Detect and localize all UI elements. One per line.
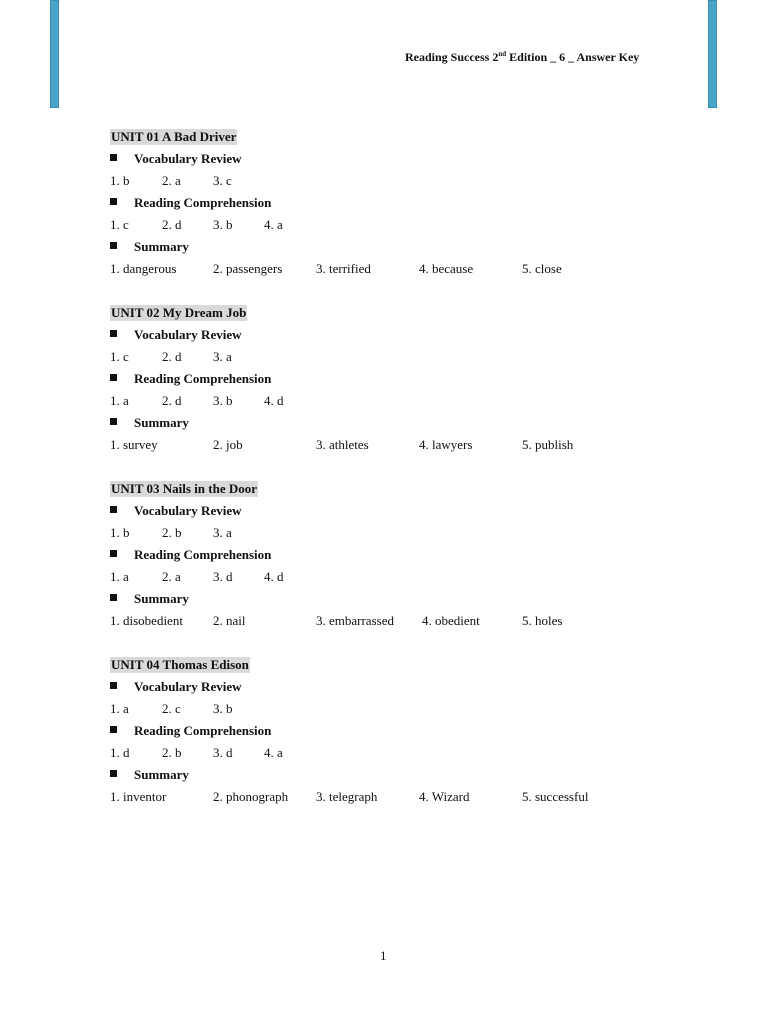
unit-block [110,128,670,282]
answer-item: 2. a [162,569,181,584]
answer-item: 2. b [162,525,182,540]
answers-row [110,700,670,722]
answers-row [110,172,670,194]
answer-item: 4. because [419,261,474,276]
section-heading: Summary [110,414,670,436]
page-header [405,50,639,65]
answer-item: 3. telegraph [316,789,378,804]
answer-item: 4. Wizard [419,789,470,804]
answer-item: 2. nail [213,613,246,628]
answer-item: 1. a [110,569,129,584]
answer-item: 3. athletes [316,437,369,452]
square-bullet-icon [110,682,117,689]
answer-item: 4. a [264,745,283,760]
unit-title: UNIT 03 Nails in the Door [111,481,258,496]
section-heading: Summary [110,590,670,612]
answer-item: 5. close [522,261,562,276]
section-heading: Summary [110,766,670,788]
answer-item: 1. disobedient [110,613,183,628]
answer-item: 1. c [110,349,129,364]
answer-item: 3. a [213,525,232,540]
section-heading: Vocabulary Review [110,502,670,524]
section-heading: Reading Comprehension [110,194,670,216]
answer-item: 4. obedient [422,613,480,628]
square-bullet-icon [110,418,117,425]
section-heading: Vocabulary Review [110,150,670,172]
section-heading: Reading Comprehension [110,370,670,392]
unit-title: UNIT 04 Thomas Edison [111,657,249,672]
header-title-superscript: nd [498,50,507,58]
page-number: 1 [380,948,387,963]
answer-item: 5. holes [522,613,563,628]
answer-item: 5. successful [522,789,589,804]
section-heading: Vocabulary Review [110,678,670,700]
answer-item: 1. c [110,217,129,232]
unit-block [110,480,670,634]
answer-item: 2. phonograph [213,789,289,804]
answer-item: 2. b [162,745,182,760]
unit-title: UNIT 02 My Dream Job [111,305,247,320]
header-title-suffix: Edition _ 6 _ Answer Key [506,50,640,64]
answer-item: 5. publish [522,437,574,452]
section-heading: Vocabulary Review [110,326,670,348]
square-bullet-icon [110,770,117,777]
answer-item: 3. b [213,701,233,716]
answer-item: 2. a [162,173,181,188]
answer-item: 1. dangerous [110,261,177,276]
answer-item: 2. d [162,349,182,364]
answer-item: 4. lawyers [419,437,473,452]
answer-item: 3. b [213,393,233,408]
answers-row [110,744,670,766]
answers-row [110,348,670,370]
answer-item: 3. embarrassed [316,613,394,628]
answer-item: 4. d [264,393,284,408]
answer-item: 1. d [110,745,130,760]
answer-item: 3. d [213,569,233,584]
square-bullet-icon [110,330,117,337]
answer-item: 1. a [110,701,129,716]
square-bullet-icon [110,198,117,205]
answer-item: 2. d [162,217,182,232]
answer-item: 3. c [213,173,232,188]
answers-row [110,392,670,414]
answer-key-content [110,128,670,832]
square-bullet-icon [110,374,117,381]
answer-item: 3. d [213,745,233,760]
answer-item: 1. b [110,173,130,188]
answers-row [110,612,670,634]
unit-block [110,656,670,810]
square-bullet-icon [110,594,117,601]
section-heading: Reading Comprehension [110,546,670,568]
square-bullet-icon [110,242,117,249]
answer-item: 3. a [213,349,232,364]
answers-row [110,436,670,458]
answer-item: 4. d [264,569,284,584]
answer-item: 3. b [213,217,233,232]
answer-item: 2. job [213,437,243,452]
answer-item: 2. c [162,701,181,716]
answers-row [110,788,670,810]
answer-item: 1. b [110,525,130,540]
right-edge-bar [708,0,717,108]
square-bullet-icon [110,726,117,733]
answers-row [110,524,670,546]
answers-row [110,568,670,590]
answer-item: 1. survey [110,437,158,452]
answer-item: 1. a [110,393,129,408]
answer-item: 2. passengers [213,261,283,276]
answer-item: 1. inventor [110,789,167,804]
answer-item: 3. terrified [316,261,371,276]
unit-block [110,304,670,458]
square-bullet-icon [110,506,117,513]
section-heading: Reading Comprehension [110,722,670,744]
unit-title: UNIT 01 A Bad Driver [111,129,237,144]
answer-item: 4. a [264,217,283,232]
header-title-prefix: Reading Success 2 [405,50,499,64]
square-bullet-icon [110,550,117,557]
square-bullet-icon [110,154,117,161]
left-edge-bar [50,0,59,108]
section-heading: Summary [110,238,670,260]
answers-row [110,216,670,238]
answers-row [110,260,670,282]
answer-item: 2. d [162,393,182,408]
